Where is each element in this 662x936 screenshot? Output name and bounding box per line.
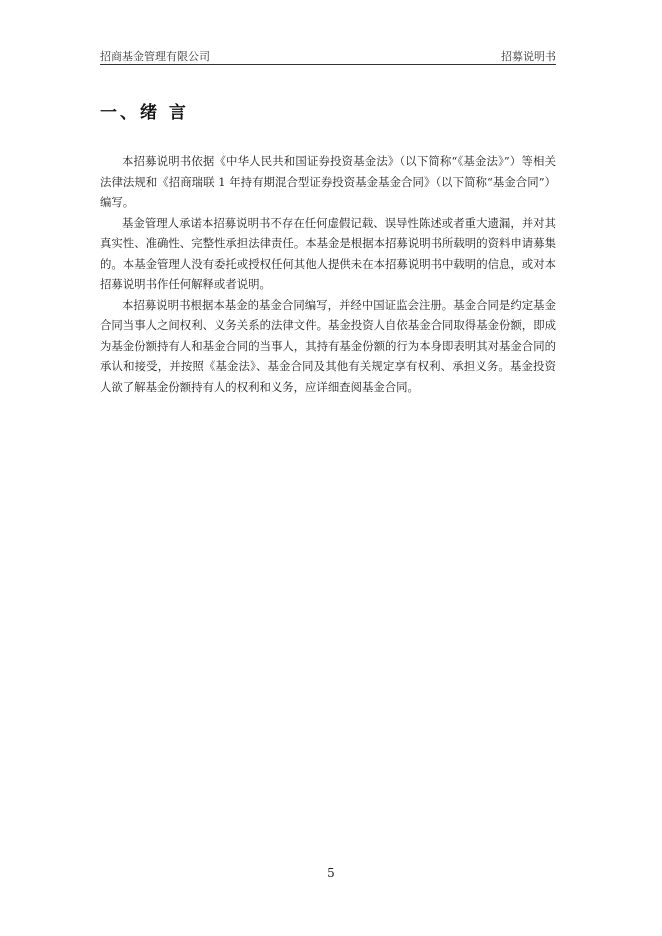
paragraph-commitment: 基金管理人承诺本招募说明书不存在任何虚假记载、误导性陈述或者重大遗漏，并对其真实性、准确性、完整性承担法律责任。本基金是根据本招募说明书所载明的资料申请募集的。本基金管理人没有委托或授权任何其他人提供未在本招募说明书中载明的信息，或对本招募说明书作任何解释或者说明。 (100, 215, 556, 291)
paragraph-basis: 本招募说明书依据《中华人民共和国证券投资基金法》（以下简称“《基金法》”）等相关法律法规和《招商瑞联 1 年持有期混合型证券投资基金基金合同》（以下简称“基金合同”）编写。 (100, 154, 556, 209)
paragraph-contract: 本招募说明书根据本基金的基金合同编写，并经中国证监会注册。基金合同是约定基金合同当事人之间权利、义务关系的法律文件。基金投资人自依基金合同取得基金份额，即成为基金份额持有人和基金合同的当事人，其持有基金份额的行为本身即表明其对基金合同的承认和接受，并按照《基金法》、基金合同及其他有关规定享有权利、承担义务。基金投资人欲了解基金份额持有人的权利和义务，应详细查阅基金合同。 (100, 297, 556, 394)
header-company-name: 招商基金管理有限公司 (100, 50, 210, 63)
header-document-type: 招募说明书 (501, 50, 556, 63)
page-number: 5 (327, 866, 335, 880)
page-header (100, 44, 556, 65)
body-text (100, 151, 556, 397)
section-title: 一、绪 言 (100, 103, 189, 123)
